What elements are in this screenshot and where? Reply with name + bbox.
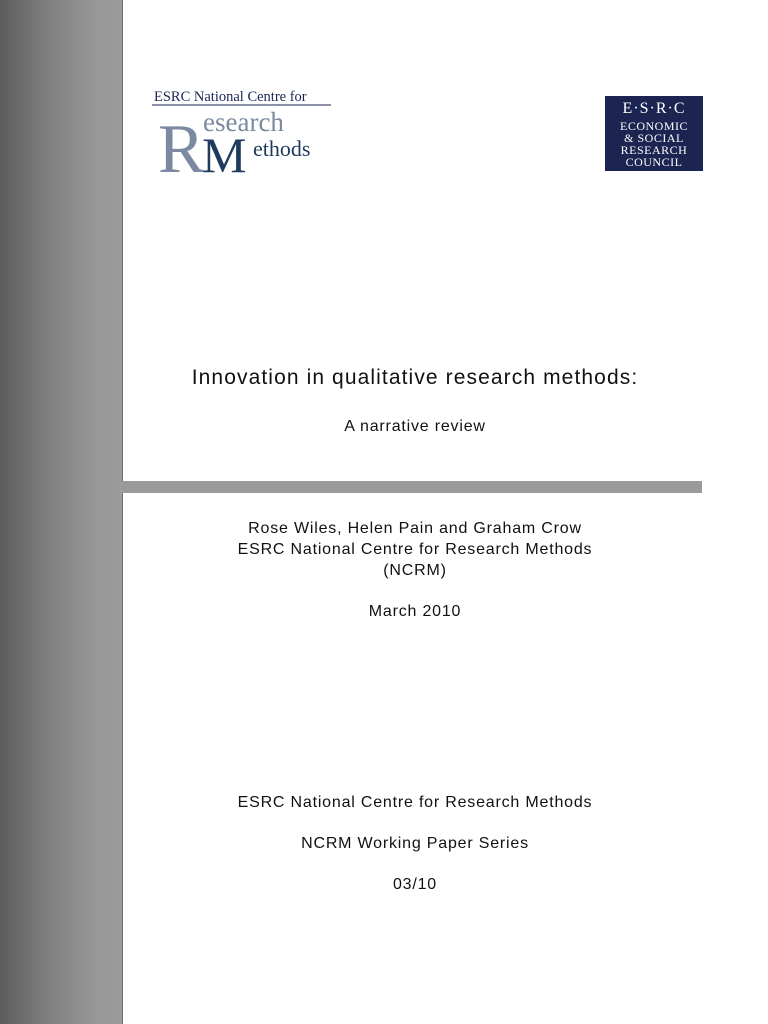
section-divider — [122, 481, 702, 493]
authors: Rose Wiles, Helen Pain and Graham Crow — [248, 520, 582, 537]
paper-number: 03/10 — [392, 876, 438, 893]
esrc-logo-acronym: E·S·R·C — [622, 100, 686, 117]
ncrm-logo-research: esearch — [203, 107, 284, 137]
affiliation: ESRC National Centre for Research Methods — [237, 541, 593, 558]
ncrm-logo-big-r: R — [158, 111, 205, 178]
ncrm-logo-methods: ethods — [253, 136, 311, 161]
document-title: Innovation in qualitative research methods: — [191, 366, 639, 389]
affiliation-abbreviation: (NCRM) — [383, 562, 447, 579]
ncrm-logo-header: ESRC National Centre for — [154, 89, 307, 105]
document-subtitle: A narrative review — [344, 418, 486, 435]
esrc-logo — [605, 96, 703, 171]
publisher: ESRC National Centre for Research Methods — [237, 794, 593, 811]
publication-date: March 2010 — [368, 603, 462, 620]
esrc-logo-line: COUNCIL — [625, 155, 683, 169]
esrc-logo-line: & SOCIAL — [624, 131, 684, 145]
ncrm-logo-big-m: M — [202, 127, 247, 178]
series-name: NCRM Working Paper Series — [301, 835, 529, 852]
esrc-logo-line: ECONOMIC — [619, 119, 688, 133]
side-bar — [0, 0, 123, 1024]
esrc-logo-line: RESEARCH — [620, 143, 688, 157]
ncrm-logo-graphic — [150, 86, 335, 178]
ncrm-logo — [150, 86, 335, 178]
